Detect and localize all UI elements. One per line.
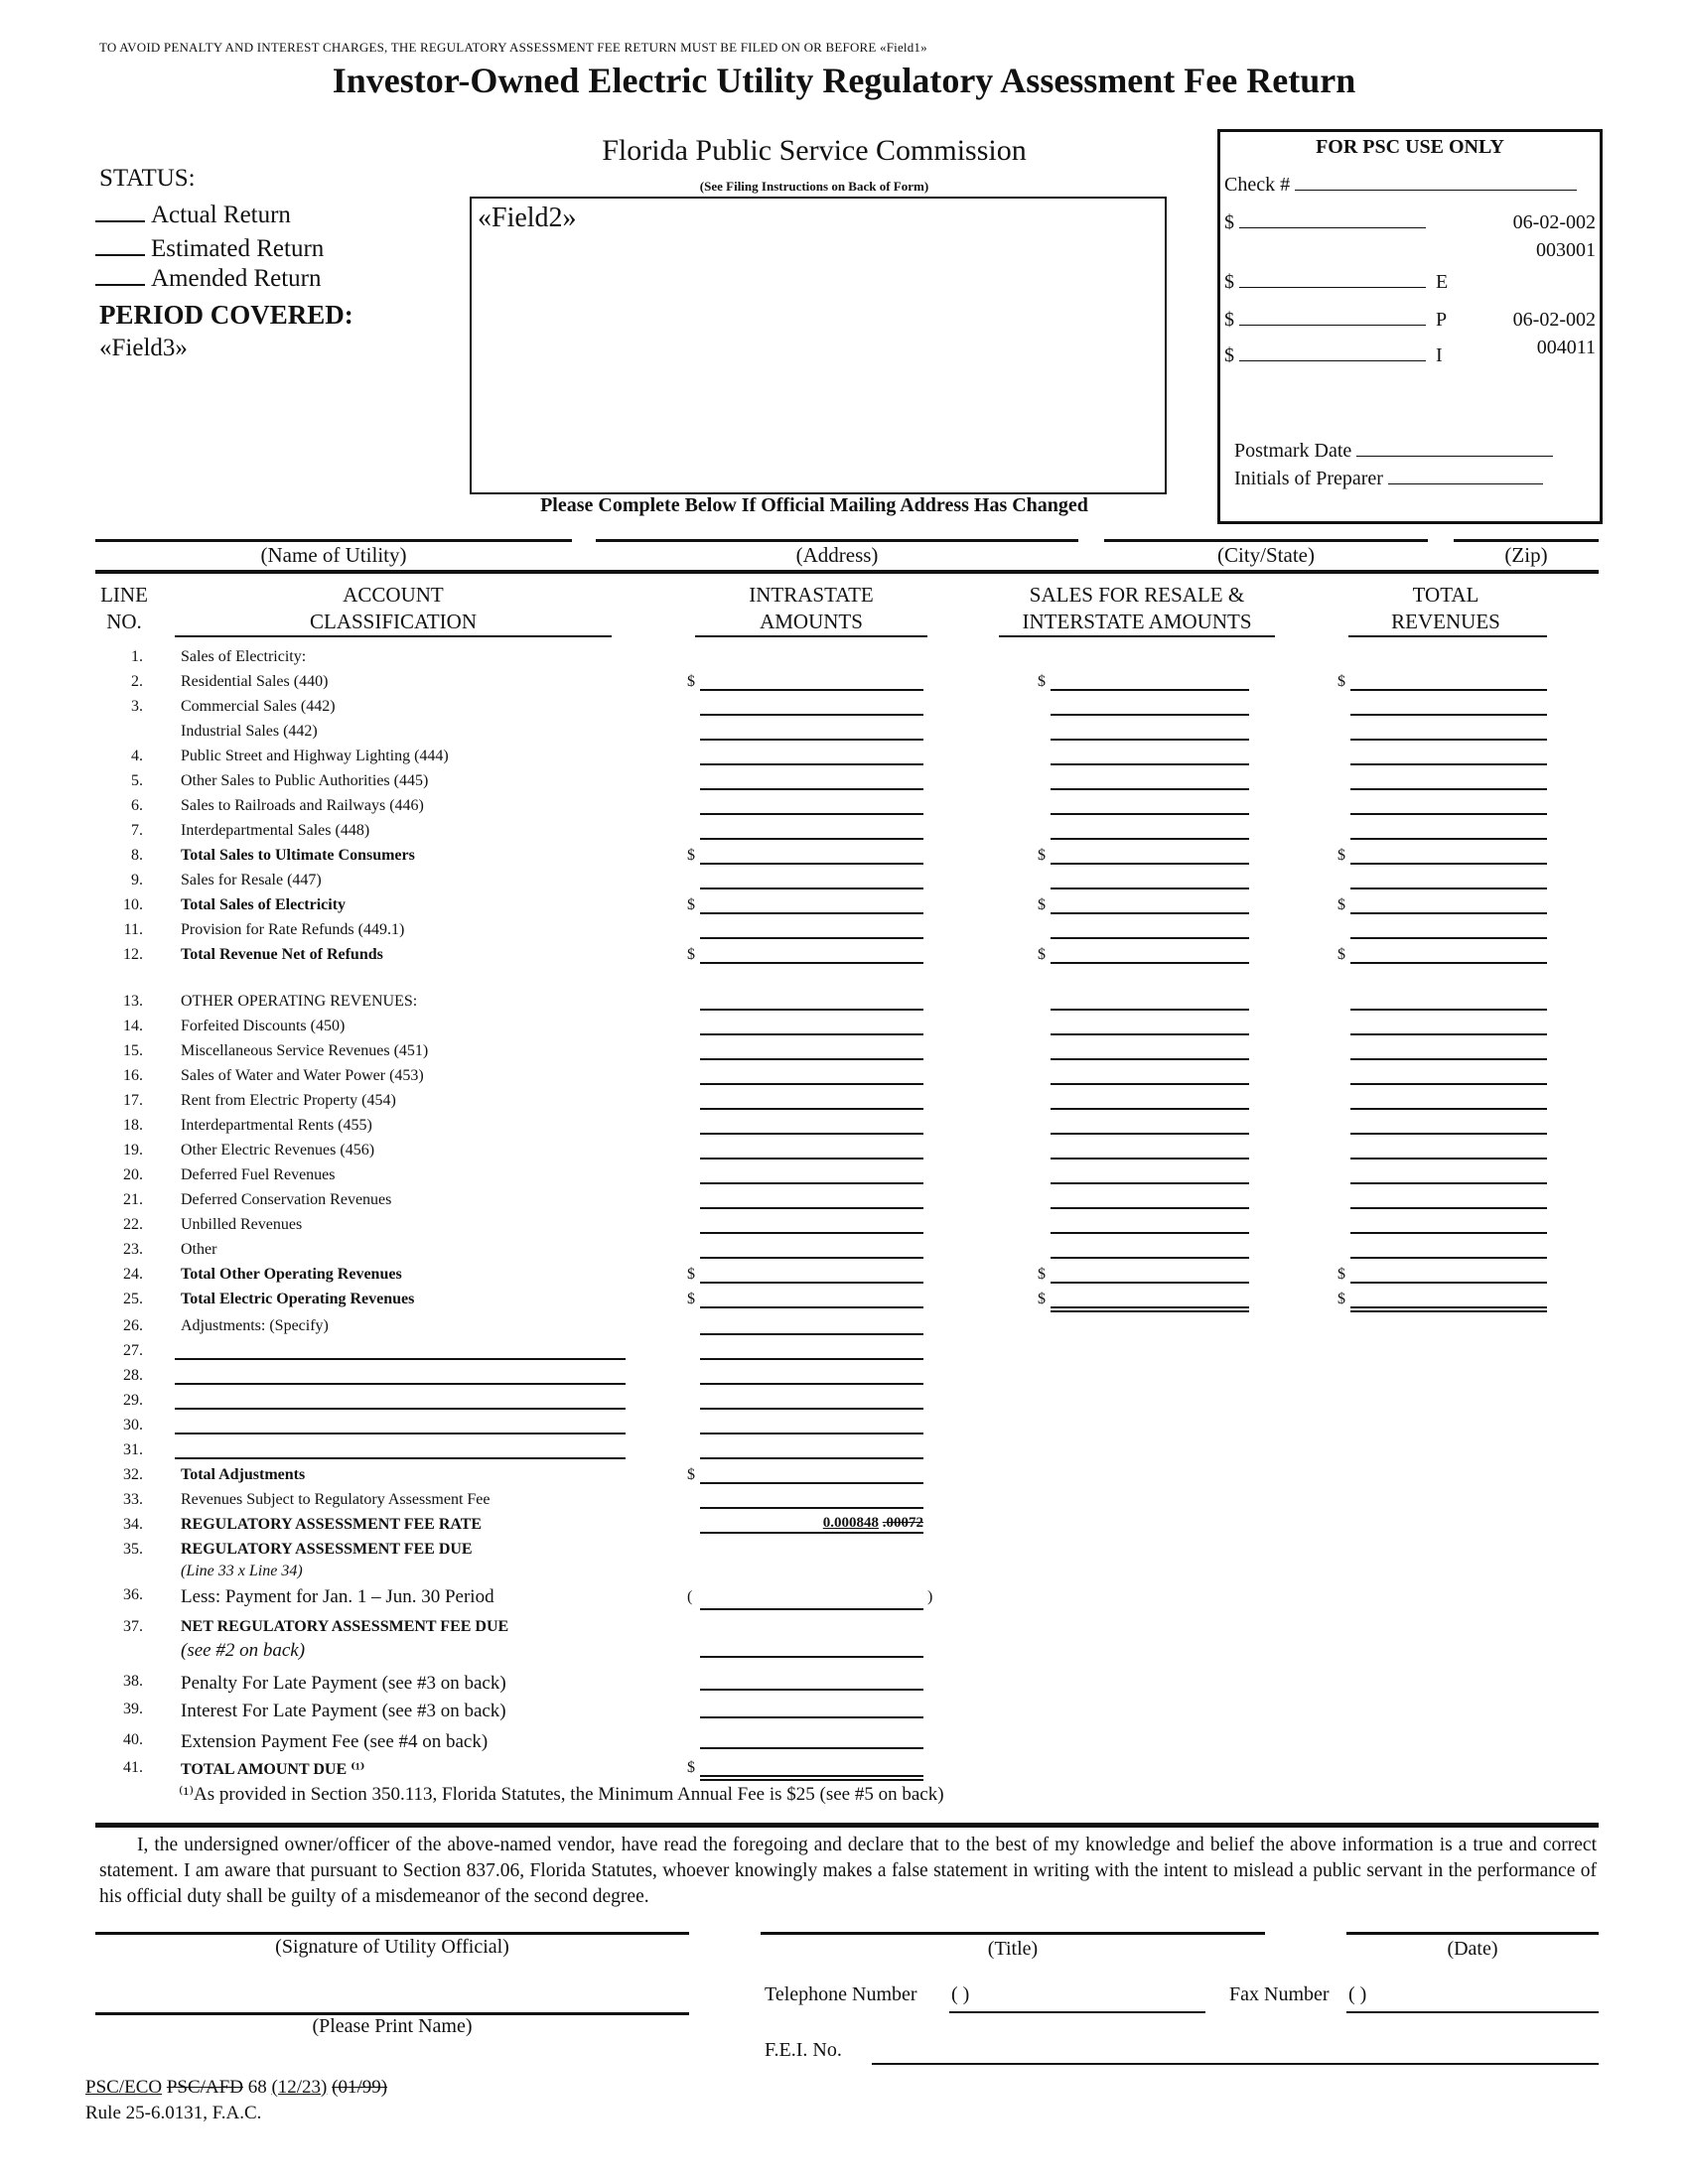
amount-line-intrastate[interactable] xyxy=(700,689,923,691)
amount-line-total[interactable] xyxy=(1350,763,1547,765)
paren-close: ) xyxy=(927,1588,933,1605)
account-classification: Deferred Fuel Revenues xyxy=(181,1166,336,1183)
amount-line-resale[interactable] xyxy=(1051,1083,1249,1085)
amount-line-intrastate[interactable] xyxy=(700,1083,923,1085)
account-classification: REGULATORY ASSESSMENT FEE DUE xyxy=(181,1541,473,1558)
amount-line-intrastate[interactable] xyxy=(700,1033,923,1035)
line-number: 34. xyxy=(123,1516,143,1533)
amount-line-total[interactable] xyxy=(1350,962,1547,964)
account-classification: Sales of Water and Water Power (453) xyxy=(181,1067,424,1084)
adjustment-specify-line[interactable] xyxy=(175,1383,626,1385)
amount-line-total[interactable] xyxy=(1350,1009,1547,1011)
account-classification: Total Electric Operating Revenues xyxy=(181,1291,415,1307)
amount-line-total[interactable] xyxy=(1350,714,1547,716)
account-classification: Less: Payment for Jan. 1 – Jun. 30 Period xyxy=(181,1586,494,1607)
col-header-resale: SALES FOR RESALE & INTERSTATE AMOUNTS xyxy=(1022,583,1252,633)
amount-line-intrastate[interactable] xyxy=(700,1133,923,1135)
psc-box-title: FOR PSC USE ONLY xyxy=(1316,136,1504,158)
dollar-sign: $ xyxy=(1337,1266,1345,1283)
amount-line-resale[interactable] xyxy=(1051,689,1249,691)
line-number: 8. xyxy=(131,847,143,864)
amount-line-resale[interactable] xyxy=(1051,788,1249,790)
dollar-sign: $ xyxy=(687,1759,695,1776)
amount-line-intrastate[interactable] xyxy=(700,1656,923,1658)
amount-line-intrastate[interactable] xyxy=(700,739,923,741)
amount-line-total[interactable] xyxy=(1350,1182,1547,1184)
amount-line-resale[interactable] xyxy=(1051,1108,1249,1110)
period-covered-label: PERIOD COVERED: xyxy=(99,300,353,330)
checkbox-blank[interactable] xyxy=(95,203,145,222)
amount-line-intrastate[interactable] xyxy=(700,1408,923,1410)
amount-line-intrastate[interactable] xyxy=(700,1457,923,1459)
account-classification: Forfeited Discounts (450) xyxy=(181,1018,346,1034)
status-amended-return[interactable]: Amended Return xyxy=(95,265,321,293)
account-classification: Revenues Subject to Regulatory Assessment Fee xyxy=(181,1491,491,1508)
col-header-intrastate: INTRASTATE AMOUNTS xyxy=(749,583,874,633)
account-classification: Total Sales to Ultimate Consumers xyxy=(181,847,415,864)
amount-line-total[interactable] xyxy=(1350,788,1547,790)
amount-line-resale[interactable] xyxy=(1051,813,1249,815)
amount-line-total[interactable] xyxy=(1350,887,1547,889)
checkbox-blank[interactable] xyxy=(95,236,145,256)
dollar-sign: $ xyxy=(687,896,695,913)
dollar-sign: $ xyxy=(687,1466,695,1483)
amount-line-total[interactable] xyxy=(1350,1207,1547,1209)
psc-amount-p[interactable]: $ P xyxy=(1224,309,1448,331)
amount-line-resale[interactable] xyxy=(1051,714,1249,716)
amount-line-total[interactable] xyxy=(1350,1033,1547,1035)
telephone-line[interactable] xyxy=(949,2011,1205,2013)
amount-line-total[interactable] xyxy=(1350,1282,1547,1284)
line-number: 3. xyxy=(131,698,143,715)
line-number: 11. xyxy=(123,921,143,938)
mailing-address-note: Please Complete Below If Official Mailing Address Has Changed xyxy=(540,494,1088,516)
psc-code-4: 004011 xyxy=(1536,337,1596,358)
amount-line-resale[interactable] xyxy=(1051,1182,1249,1184)
amount-line-intrastate[interactable] xyxy=(700,1507,923,1509)
amount-line-total[interactable] xyxy=(1350,912,1547,914)
amount-line-total[interactable] xyxy=(1350,1158,1547,1160)
psc-amount-1[interactable]: $ xyxy=(1224,211,1426,234)
line-number: 30. xyxy=(123,1417,143,1433)
city-state-label: (City/State) xyxy=(1217,543,1315,567)
amount-line-intrastate[interactable] xyxy=(700,887,923,889)
account-classification: Interest For Late Payment (see #3 on back) xyxy=(181,1701,506,1721)
amount-line-intrastate[interactable] xyxy=(700,763,923,765)
account-classification: Other Electric Revenues (456) xyxy=(181,1142,375,1159)
signature-line[interactable] xyxy=(95,1932,689,1935)
adjustment-specify-line[interactable] xyxy=(175,1358,626,1360)
amount-line-resale[interactable] xyxy=(1051,838,1249,840)
line-number: 20. xyxy=(123,1166,143,1183)
line-number: 15. xyxy=(123,1042,143,1059)
minimum-fee-footnote: ⁽¹⁾As provided in Section 350.113, Florida Statutes, the Minimum Annual Fee is $25 (see #5 on back) xyxy=(179,1784,944,1805)
form-title: Investor-Owned Electric Utility Regulatory Assessment Fee Return xyxy=(332,61,1356,100)
title-label: (Title) xyxy=(987,1938,1039,1960)
amount-line-resale[interactable] xyxy=(1051,1257,1249,1259)
psc-code-1: 06-02-002 xyxy=(1512,211,1596,233)
account-classification: REGULATORY ASSESSMENT FEE RATE xyxy=(181,1516,483,1533)
line-number: 35. xyxy=(123,1541,143,1558)
declaration-text: I, the undersigned owner/officer of the above-named vendor, have read the foregoing and declare that to the best of my knowledge and belief the above information is a true and correct statement. I am aware that pursuant to Section 837.06, Florida Statutes, whoever knowingly makes a false statement in writing with the intent to mislead a public servant in the performance of his official duty shall be guilty of a misdemeanor of the second degree. xyxy=(99,1835,1597,1907)
amount-line-resale[interactable] xyxy=(1051,1232,1249,1234)
line-number: 7. xyxy=(131,822,143,839)
dollar-sign: $ xyxy=(1337,896,1345,913)
amount-line-resale[interactable] xyxy=(1051,1282,1249,1284)
line-number: 2. xyxy=(131,673,143,690)
line-number: 40. xyxy=(123,1731,143,1748)
amount-line-total[interactable] xyxy=(1350,1306,1547,1312)
amount-line-resale[interactable] xyxy=(1051,1058,1249,1060)
dollar-sign: $ xyxy=(1038,847,1046,864)
amount-line-intrastate[interactable] xyxy=(700,962,923,964)
line-number: 23. xyxy=(123,1241,143,1258)
dollar-sign: $ xyxy=(687,1291,695,1307)
dollar-sign: $ xyxy=(1038,673,1046,690)
line-number: 38. xyxy=(123,1673,143,1690)
account-classification: Total Sales of Electricity xyxy=(181,896,347,913)
signature-label: (Signature of Utility Official) xyxy=(275,1936,509,1958)
amount-line-total[interactable] xyxy=(1350,1083,1547,1085)
status-estimated-return[interactable]: Estimated Return xyxy=(95,235,324,263)
account-classification: Adjustments: (Specify) xyxy=(181,1317,329,1334)
adjustment-specify-line[interactable] xyxy=(175,1433,626,1434)
account-classification: Rent from Electric Property (454) xyxy=(181,1092,396,1109)
account-classification: Penalty For Late Payment (see #3 on back) xyxy=(181,1673,506,1694)
amount-line-intrastate[interactable] xyxy=(700,1775,923,1781)
dollar-sign: $ xyxy=(1337,673,1345,690)
amount-line-resale[interactable] xyxy=(1051,1133,1249,1135)
account-classification: Sales to Railroads and Railways (446) xyxy=(181,797,424,814)
amount-line-resale[interactable] xyxy=(1051,1207,1249,1209)
dollar-sign: $ xyxy=(687,946,695,963)
amount-line-intrastate[interactable] xyxy=(700,838,923,840)
account-classification: Total Adjustments xyxy=(181,1466,306,1483)
amount-line-intrastate[interactable] xyxy=(700,1689,923,1691)
line-number: 1. xyxy=(131,648,143,665)
line-number: 28. xyxy=(123,1367,143,1384)
line-number: 29. xyxy=(123,1392,143,1409)
checkbox-blank[interactable] xyxy=(95,266,145,286)
date-label: (Date) xyxy=(1447,1938,1498,1960)
amount-line-resale[interactable] xyxy=(1051,863,1249,865)
account-classification: Interdepartmental Rents (455) xyxy=(181,1117,372,1134)
amount-line-resale[interactable] xyxy=(1051,962,1249,964)
amount-line-total[interactable] xyxy=(1350,937,1547,939)
account-classification: Total Other Operating Revenues xyxy=(181,1266,402,1283)
amount-line-total[interactable] xyxy=(1350,1257,1547,1259)
line-number: 12. xyxy=(123,946,143,963)
account-classification: Provision for Rate Refunds (449.1) xyxy=(181,921,405,938)
line-number: 37. xyxy=(123,1618,143,1635)
amount-line-resale[interactable] xyxy=(1051,937,1249,939)
line-number: 19. xyxy=(123,1142,143,1159)
title-line[interactable] xyxy=(761,1932,1265,1935)
line-number: 22. xyxy=(123,1216,143,1233)
zip-label: (Zip) xyxy=(1504,543,1548,567)
amount-line-intrastate[interactable] xyxy=(700,863,923,865)
line-number: 14. xyxy=(123,1018,143,1034)
amount-line-total[interactable] xyxy=(1350,689,1547,691)
line-number: 21. xyxy=(123,1191,143,1208)
account-classification: Deferred Conservation Revenues xyxy=(181,1191,392,1208)
dollar-sign: $ xyxy=(687,673,695,690)
line-number: 9. xyxy=(131,872,143,888)
line-number: 24. xyxy=(123,1266,143,1283)
dollar-sign: $ xyxy=(1038,946,1046,963)
amount-line-total[interactable] xyxy=(1350,1058,1547,1060)
amount-line-resale[interactable] xyxy=(1051,739,1249,741)
col-header-total: TOTAL REVENUES xyxy=(1391,583,1500,633)
period-covered-value[interactable]: «Field3» xyxy=(99,335,188,361)
account-classification: OTHER OPERATING REVENUES: xyxy=(181,993,418,1010)
account-classification: Total Revenue Net of Refunds xyxy=(181,946,383,963)
line-number: 13. xyxy=(123,993,143,1010)
line-number: 5. xyxy=(131,772,143,789)
paren-open: ( xyxy=(687,1588,693,1605)
amount-line-intrastate[interactable] xyxy=(700,912,923,914)
amount-line-intrastate[interactable] xyxy=(700,1306,923,1308)
amount-line-intrastate[interactable] xyxy=(700,714,923,716)
fax-line[interactable] xyxy=(1346,2011,1599,2013)
line-number: 27. xyxy=(123,1342,143,1359)
amount-line-resale[interactable] xyxy=(1051,887,1249,889)
account-classification: Industrial Sales (442) xyxy=(181,723,318,740)
city-state-line[interactable] xyxy=(1104,539,1428,542)
line-number: 31. xyxy=(123,1441,143,1458)
amount-line-resale[interactable] xyxy=(1051,1306,1249,1312)
col-header-account: ACCOUNT CLASSIFICATION xyxy=(309,583,478,633)
initials-of-preparer-field[interactable]: Initials of Preparer xyxy=(1234,468,1543,490)
amount-line-total[interactable] xyxy=(1350,1108,1547,1110)
amount-line-intrastate[interactable] xyxy=(700,1257,923,1259)
fei-line[interactable] xyxy=(872,2063,1599,2065)
header-underline xyxy=(695,635,927,637)
amount-line-intrastate[interactable] xyxy=(700,1747,923,1749)
line-number: 26. xyxy=(123,1317,143,1334)
date-line[interactable] xyxy=(1346,1932,1599,1935)
amount-line-intrastate[interactable] xyxy=(700,1333,923,1335)
dollar-sign: $ xyxy=(1038,896,1046,913)
amount-line-intrastate[interactable] xyxy=(700,1282,923,1284)
section-divider xyxy=(95,1823,1599,1828)
fax-area-code[interactable]: ( ) xyxy=(1348,1983,1367,2005)
section-divider xyxy=(95,570,1599,574)
account-classification: NET REGULATORY ASSESSMENT FEE DUE xyxy=(181,1618,509,1635)
psc-use-only-box xyxy=(1217,129,1603,524)
account-classification: Unbilled Revenues xyxy=(181,1216,303,1233)
zip-line[interactable] xyxy=(1454,539,1599,542)
postmark-date-field[interactable]: Postmark Date xyxy=(1234,440,1553,463)
fax-label: Fax Number xyxy=(1229,1983,1330,2005)
filing-deadline-notice: TO AVOID PENALTY AND INTEREST CHARGES, THE REGULATORY ASSESSMENT FEE RETURN MUST BE FILED ON OR BEFORE «Field1» xyxy=(99,40,927,55)
line-number: 32. xyxy=(123,1466,143,1483)
adjustment-specify-line[interactable] xyxy=(175,1457,626,1459)
address-line[interactable] xyxy=(596,539,1078,542)
account-classification: TOTAL AMOUNT DUE ⁽¹⁾ xyxy=(181,1761,365,1778)
amount-line-intrastate[interactable] xyxy=(700,1433,923,1434)
header-underline xyxy=(175,635,612,637)
account-classification: Extension Payment Fee (see #4 on back) xyxy=(181,1731,489,1752)
agency-name: Florida Public Service Commission xyxy=(602,134,1027,167)
psc-amount-e[interactable]: $ E xyxy=(1224,271,1449,293)
header-underline xyxy=(999,635,1275,637)
amount-line-intrastate[interactable] xyxy=(700,1358,923,1360)
amount-line-intrastate[interactable] xyxy=(700,1716,923,1718)
amount-line-intrastate[interactable] xyxy=(700,1383,923,1385)
telephone-area-code[interactable]: ( ) xyxy=(951,1983,970,2005)
amount-line-total[interactable] xyxy=(1350,1133,1547,1135)
line-number: 10. xyxy=(123,896,143,913)
account-classification: Public Street and Highway Lighting (444) xyxy=(181,748,449,764)
fei-label: F.E.I. No. xyxy=(765,2039,842,2061)
amount-line-intrastate[interactable] xyxy=(700,1158,923,1160)
amount-line-intrastate[interactable] xyxy=(700,1532,923,1534)
address-label: (Address) xyxy=(795,543,879,567)
amount-line-total[interactable] xyxy=(1350,838,1547,840)
telephone-label: Telephone Number xyxy=(765,1983,917,2005)
psc-code-2: 003001 xyxy=(1536,239,1596,261)
amount-line-intrastate[interactable] xyxy=(700,1232,923,1234)
amount-line-total[interactable] xyxy=(1350,813,1547,815)
line-number: 39. xyxy=(123,1701,143,1717)
dollar-sign: $ xyxy=(1038,1291,1046,1307)
dollar-sign: $ xyxy=(687,847,695,864)
rule-citation: Rule 25-6.0131, F.A.C. xyxy=(85,2103,262,2123)
account-classification: (Line 33 x Line 34) xyxy=(181,1563,303,1579)
amount-line-total[interactable] xyxy=(1350,863,1547,865)
line-number: 4. xyxy=(131,748,143,764)
amount-line-intrastate[interactable] xyxy=(700,1608,923,1610)
status-actual-return[interactable]: Actual Return xyxy=(95,202,291,229)
account-classification: Interdepartmental Sales (448) xyxy=(181,822,370,839)
adjustment-specify-line[interactable] xyxy=(175,1408,626,1410)
amount-line-intrastate[interactable] xyxy=(700,1058,923,1060)
amount-line-intrastate[interactable] xyxy=(700,1482,923,1484)
line-number: 18. xyxy=(123,1117,143,1134)
check-number-field[interactable]: Check # xyxy=(1224,174,1577,197)
amount-line-resale[interactable] xyxy=(1051,763,1249,765)
line-number: 6. xyxy=(131,797,143,814)
account-classification: Other xyxy=(181,1241,217,1258)
account-classification: Residential Sales (440) xyxy=(181,673,329,690)
line-number: 36. xyxy=(123,1586,143,1603)
utility-name-label: (Name of Utility) xyxy=(260,543,407,567)
form-number: PSC/ECO PSC/AFD 68 (12/23) (01/99) xyxy=(85,2077,388,2098)
account-classification: Other Sales to Public Authorities (445) xyxy=(181,772,429,789)
account-classification: Miscellaneous Service Revenues (451) xyxy=(181,1042,429,1059)
dollar-sign: $ xyxy=(1337,1291,1345,1307)
mailing-address-box[interactable] xyxy=(470,197,1167,494)
line-number: 17. xyxy=(123,1092,143,1109)
address-field: «Field2» xyxy=(478,203,577,233)
dollar-sign: $ xyxy=(1337,847,1345,864)
line-number: 25. xyxy=(123,1291,143,1307)
line-number: 16. xyxy=(123,1067,143,1084)
utility-name-line[interactable] xyxy=(95,539,572,542)
fee-rate-value: 0.000848 .00072 xyxy=(822,1515,923,1531)
print-name-label: (Please Print Name) xyxy=(312,2015,473,2037)
amount-line-intrastate[interactable] xyxy=(700,813,923,815)
account-classification: (see #2 on back) xyxy=(181,1640,306,1661)
dollar-sign: $ xyxy=(687,1266,695,1283)
psc-amount-i[interactable]: $ I xyxy=(1224,344,1443,366)
amount-line-intrastate[interactable] xyxy=(700,1182,923,1184)
amount-line-intrastate[interactable] xyxy=(700,788,923,790)
psc-code-3: 06-02-002 xyxy=(1512,309,1596,331)
amount-line-total[interactable] xyxy=(1350,739,1547,741)
account-classification: Commercial Sales (442) xyxy=(181,698,336,715)
col-header-line-no: LINE NO. xyxy=(100,583,148,633)
dollar-sign: $ xyxy=(1038,1266,1046,1283)
amount-line-intrastate[interactable] xyxy=(700,1108,923,1110)
amount-line-resale[interactable] xyxy=(1051,1158,1249,1160)
line-number: 33. xyxy=(123,1491,143,1508)
amount-line-intrastate[interactable] xyxy=(700,1207,923,1209)
amount-line-resale[interactable] xyxy=(1051,1033,1249,1035)
dollar-sign: $ xyxy=(1337,946,1345,963)
account-classification: Sales of Electricity: xyxy=(181,648,307,665)
filing-instructions-note: (See Filing Instructions on Back of Form) xyxy=(699,179,929,194)
header-underline xyxy=(1348,635,1547,637)
amount-line-resale[interactable] xyxy=(1051,912,1249,914)
amount-line-intrastate[interactable] xyxy=(700,937,923,939)
status-label: STATUS: xyxy=(99,165,196,192)
amount-line-resale[interactable] xyxy=(1051,1009,1249,1011)
amount-line-total[interactable] xyxy=(1350,1232,1547,1234)
line-number: 41. xyxy=(123,1759,143,1776)
amount-line-intrastate[interactable] xyxy=(700,1009,923,1011)
account-classification: Sales for Resale (447) xyxy=(181,872,322,888)
